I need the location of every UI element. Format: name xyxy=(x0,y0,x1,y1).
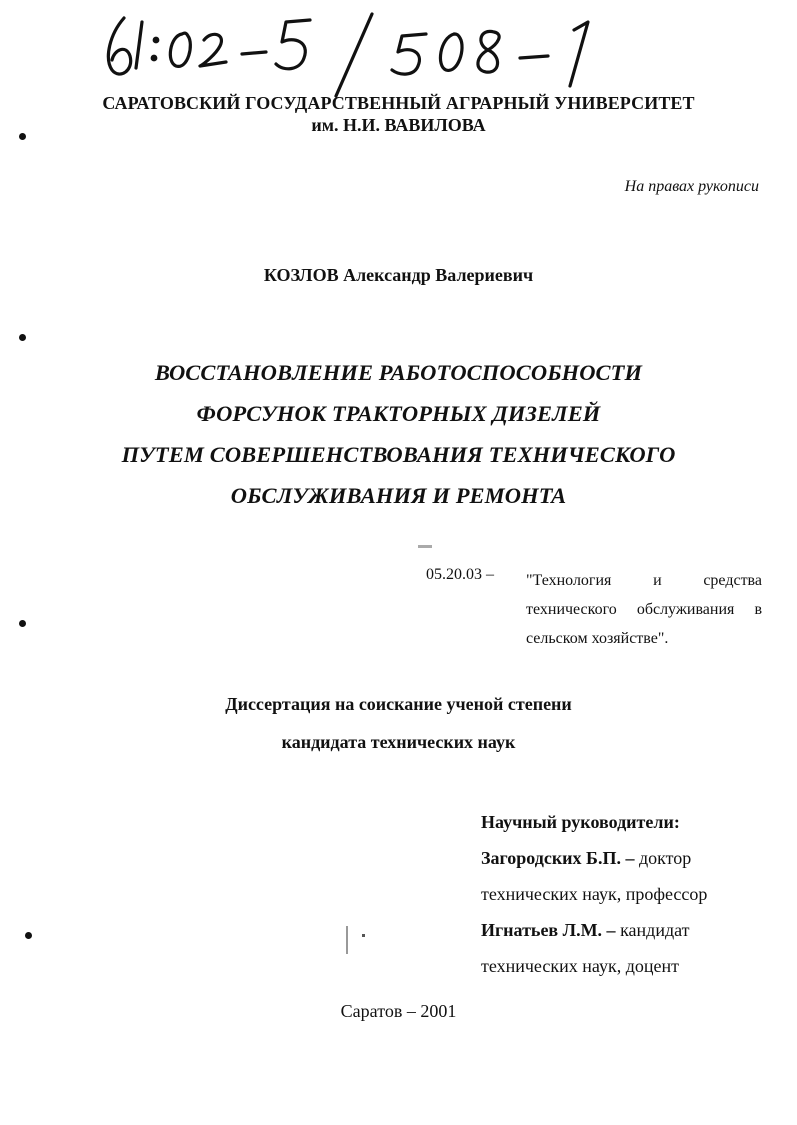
handwriting-drawing xyxy=(96,0,616,100)
scan-speck xyxy=(346,926,348,954)
city-year: Саратов – 2001 xyxy=(340,1001,457,1021)
thesis-title-line-3: ПУТЕМ СОВЕРШЕНСТВОВАНИЯ ТЕХНИЧЕСКОГО xyxy=(121,442,676,467)
supervisor-1-degree: доктор xyxy=(638,848,692,868)
specialty-name: "Технология и средства технического обслуживания в сельском хозяйстве". xyxy=(526,572,762,647)
binding-hole-mark xyxy=(25,932,32,939)
supervisor-1-name: Загородских Б.П. – xyxy=(481,848,635,868)
thesis-title-line-1: ВОССТАНОВЛЕНИЕ РАБОТОСПОСОБНОСТИ xyxy=(154,360,643,385)
thesis-title-line-4: ОБСЛУЖИВАНИЯ И РЕМОНТА xyxy=(230,483,567,508)
binding-hole-mark xyxy=(19,133,26,140)
dissertation-degree-line-2: кандидата технических наук xyxy=(281,732,516,752)
supervisor-2-degree: кандидат xyxy=(620,920,690,940)
supervisors-heading: Научный руководители: xyxy=(481,812,680,832)
binding-hole-mark xyxy=(19,334,26,341)
scan-speck xyxy=(418,545,432,548)
supervisor-1-title: технических наук, профессор xyxy=(481,884,708,904)
manuscript-rights-note: На правах рукописи xyxy=(624,178,759,195)
dissertation-degree-line-1: Диссертация на соискание ученой степени xyxy=(225,694,572,714)
university-name: САРАТОВСКИЙ ГОСУДАРСТВЕННЫЙ АГРАРНЫЙ УНИВЕРСИТЕТ xyxy=(102,93,695,113)
author-name: КОЗЛОВ Александр Валериевич xyxy=(263,265,534,285)
supervisor-2 xyxy=(481,912,707,948)
thesis-title-line-2: ФОРСУНОК ТРАКТОРНЫХ ДИЗЕЛЕЙ xyxy=(196,401,601,426)
supervisors-block xyxy=(481,804,707,984)
binding-hole-mark xyxy=(19,620,26,627)
specialty-code: 05.20.03 – xyxy=(426,566,494,583)
supervisor-2-name: Игнатьев Л.М. – xyxy=(481,920,616,940)
scan-speck xyxy=(362,934,365,937)
supervisor-1 xyxy=(481,840,707,876)
university-name-line2: им. Н.И. ВАВИЛОВА xyxy=(311,115,486,135)
supervisor-2-title: технических наук, доцент xyxy=(481,956,679,976)
handwritten-archive-number xyxy=(96,0,616,100)
